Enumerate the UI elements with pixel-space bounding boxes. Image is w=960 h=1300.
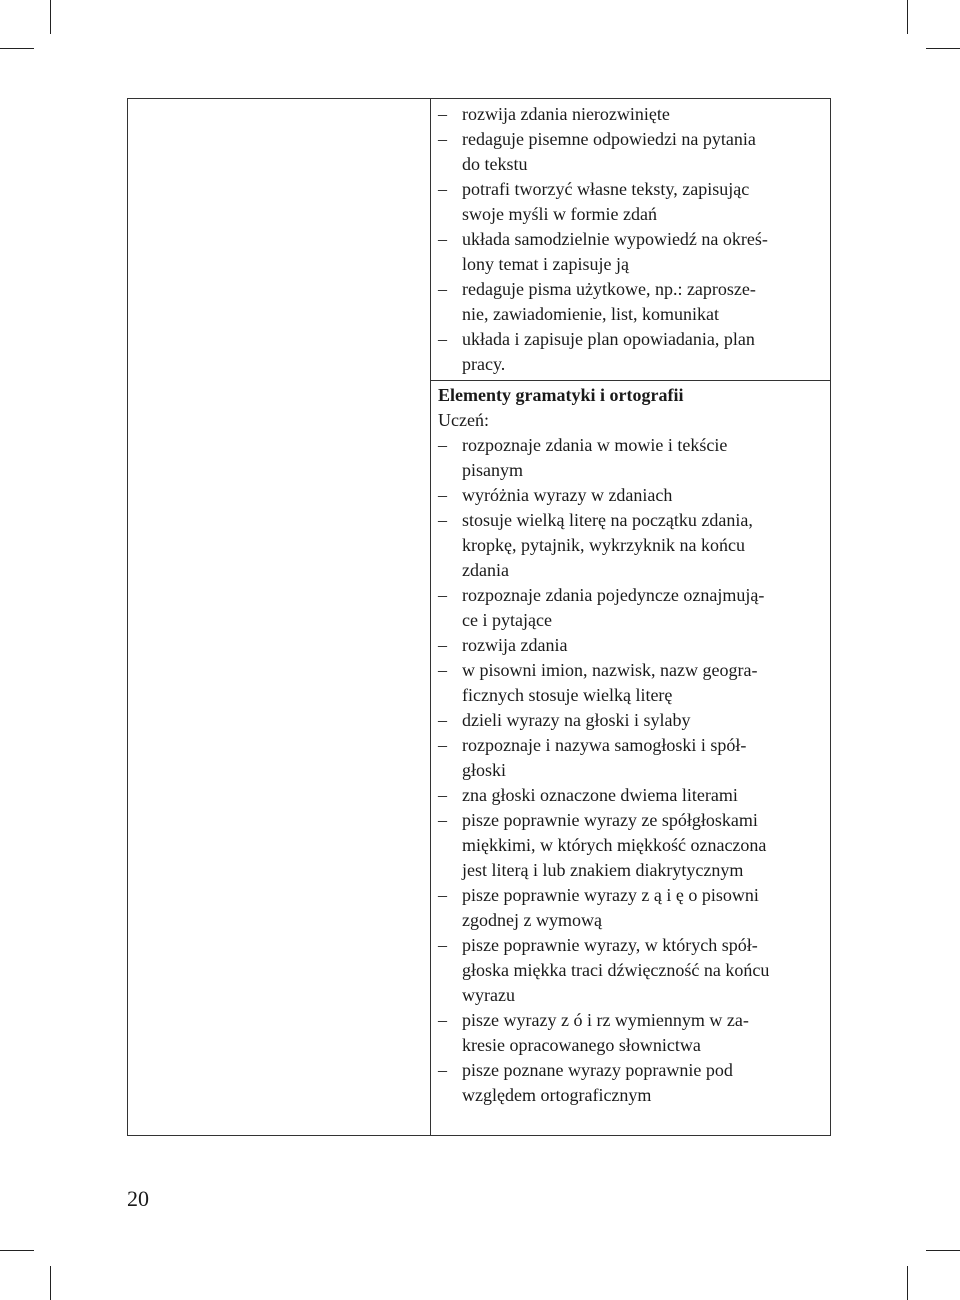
dash-bullet: –: [438, 710, 447, 730]
list-item-line: nie, zawiadomienie, list, komunikat: [462, 304, 719, 324]
crop-mark-top-left: [50, 0, 51, 34]
list-item-line: względem ortograficznym: [462, 1085, 652, 1105]
list-item-line: dzieli wyrazy na głoski i sylaby: [462, 710, 691, 730]
list-item-line: swoje myśli w formie zdań: [462, 204, 657, 224]
dash-bullet: –: [438, 785, 447, 805]
list-item-line: kropkę, pytajnik, wykrzyknik na końcu: [462, 535, 745, 555]
page-number: 20: [127, 1186, 149, 1211]
list-item: [438, 808, 820, 883]
list-item-line: miękkimi, w których miękkość oznaczona: [462, 835, 767, 855]
list-item-line: układa samodzielnie wypowiedź na okreś-: [462, 229, 768, 249]
crop-mark-top-left-h: [0, 48, 34, 49]
dash-bullet: –: [438, 1060, 447, 1080]
list-item: [438, 483, 820, 508]
list-item: [438, 658, 820, 708]
list-item-line: pisze poprawnie wyrazy z ą i ę o pisowni: [462, 885, 759, 905]
list-item: [438, 1058, 820, 1108]
dash-bullet: –: [438, 660, 447, 680]
crop-mark-top-right-h: [926, 48, 960, 49]
dash-bullet: –: [438, 129, 447, 149]
curriculum-table: [127, 98, 831, 1136]
list-item: [438, 883, 820, 933]
list-item-line: pisze wyrazy z ó i rz wymiennym w za-: [462, 1010, 749, 1030]
crop-mark-bottom-left-h: [0, 1250, 34, 1251]
crop-mark-bottom-right: [907, 1266, 908, 1300]
list-item-line: zdania: [462, 560, 509, 580]
list-item: [438, 783, 820, 808]
list-item-line: ce i pytające: [462, 610, 552, 630]
list-item-line: potrafi tworzyć własne teksty, zapisując: [462, 179, 750, 199]
section-heading: Elementy gramatyki i ortografii: [438, 385, 684, 405]
list-item: [438, 277, 820, 327]
list-item: [438, 508, 820, 583]
list-item-line: wyróżnia wyrazy w zdaniach: [462, 485, 673, 505]
top-cell-list: [438, 102, 820, 377]
list-item-line: jest literą i lub znakiem diakrytycznym: [462, 860, 744, 880]
crop-mark-bottom-left: [50, 1266, 51, 1300]
list-item-line: pisze poprawnie wyrazy ze spółgłoskami: [462, 810, 758, 830]
dash-bullet: –: [438, 229, 447, 249]
dash-bullet: –: [438, 810, 447, 830]
list-item: [438, 1008, 820, 1058]
dash-bullet: –: [438, 435, 447, 455]
dash-bullet: –: [438, 179, 447, 199]
list-item-line: ficznych stosuje wielką literę: [462, 685, 673, 705]
list-item: [438, 327, 820, 377]
bottom-cell: [438, 383, 820, 1108]
list-item-line: kresie opracowanego słownictwa: [462, 1035, 701, 1055]
list-item: [438, 708, 820, 733]
list-item: [438, 733, 820, 783]
crop-mark-top-right: [907, 0, 908, 34]
dash-bullet: –: [438, 885, 447, 905]
list-item-line: rozpoznaje i nazywa samogłoski i spół-: [462, 735, 747, 755]
list-item-line: pisze poznane wyrazy poprawnie pod: [462, 1060, 733, 1080]
dash-bullet: –: [438, 485, 447, 505]
dash-bullet: –: [438, 329, 447, 349]
list-item-line: rozwija zdania nierozwinięte: [462, 104, 670, 124]
row-divider: [430, 380, 830, 381]
list-item: [438, 583, 820, 633]
list-item-line: pisanym: [462, 460, 523, 480]
list-item-line: wyrazu: [462, 985, 515, 1005]
crop-mark-bottom-right-h: [926, 1250, 960, 1251]
list-item-line: redaguje pisma użytkowe, np.: zaprosze-: [462, 279, 756, 299]
list-item-line: zna głoski oznaczone dwiema literami: [462, 785, 738, 805]
list-item-line: rozwija zdania: [462, 635, 568, 655]
dash-bullet: –: [438, 510, 447, 530]
list-item-line: lony temat i zapisuje ją: [462, 254, 629, 274]
dash-bullet: –: [438, 279, 447, 299]
dash-bullet: –: [438, 104, 447, 124]
list-item: [438, 177, 820, 227]
list-item: [438, 433, 820, 483]
list-item: [438, 127, 820, 177]
dash-bullet: –: [438, 585, 447, 605]
bottom-cell-list: [438, 433, 820, 1108]
list-item-line: zgodnej z wymową: [462, 910, 602, 930]
dash-bullet: –: [438, 1010, 447, 1030]
list-item-line: redaguje pisemne odpowiedzi na pytania: [462, 129, 756, 149]
list-item-line: pracy.: [462, 354, 506, 374]
list-item-line: układa i zapisuje plan opowiadania, plan: [462, 329, 755, 349]
dash-bullet: –: [438, 735, 447, 755]
list-item: [438, 227, 820, 277]
section-subheading: Uczeń:: [438, 410, 489, 430]
list-item: [438, 633, 820, 658]
list-item: [438, 102, 820, 127]
list-item-line: rozpoznaje zdania pojedyncze oznajmują-: [462, 585, 765, 605]
list-item-line: pisze poprawnie wyrazy, w których spół-: [462, 935, 758, 955]
list-item: [438, 933, 820, 1008]
list-item-line: rozpoznaje zdania w mowie i tekście: [462, 435, 728, 455]
list-item-line: głoski: [462, 760, 507, 780]
column-divider: [430, 99, 431, 1135]
list-item-line: do tekstu: [462, 154, 528, 174]
list-item-line: stosuje wielką literę na początku zdania,: [462, 510, 753, 530]
dash-bullet: –: [438, 635, 447, 655]
dash-bullet: –: [438, 935, 447, 955]
list-item-line: w pisowni imion, nazwisk, nazw geogra-: [462, 660, 758, 680]
list-item-line: głoska miękka traci dźwięczność na końcu: [462, 960, 770, 980]
